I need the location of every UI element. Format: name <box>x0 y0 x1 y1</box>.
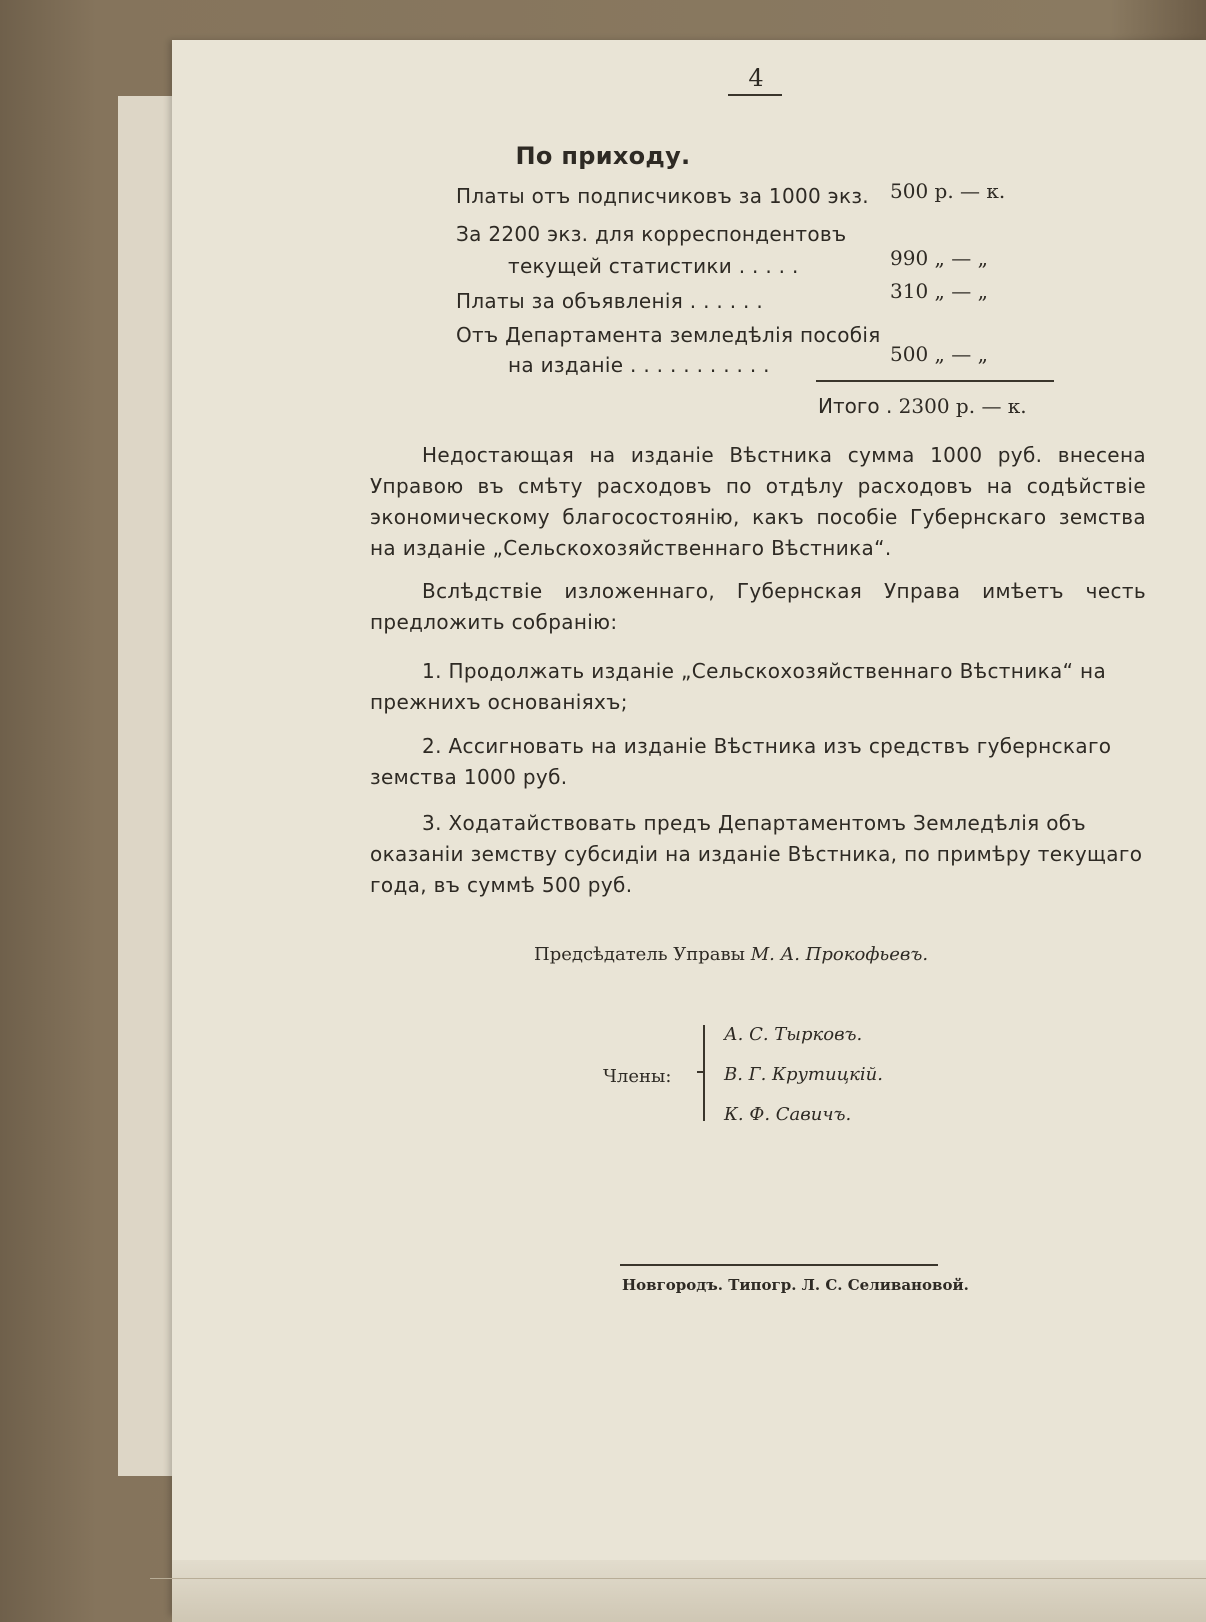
income-amount: 500 р. — к. <box>890 179 1006 203</box>
income-total <box>818 394 1027 418</box>
chairman-name: М. А. Прокофьевъ. <box>750 944 929 965</box>
income-label: на изданіе . . . . . . . . . . . <box>508 353 770 377</box>
income-label: Платы отъ подписчиковъ за 1000 экз. <box>456 184 869 208</box>
total-amount: 2300 р. — к. <box>898 394 1027 418</box>
members-brace <box>703 1025 705 1121</box>
total-rule <box>816 380 1054 382</box>
members-brace-tip <box>697 1071 705 1073</box>
proposal-item: 3. Ходатайствовать предъ Департаментомъ Земледѣлія объ оказаніи земству субсидіи на изданіе Вѣстника, по примѣру текущаго года, въ суммѣ 500 руб. <box>370 811 1143 897</box>
printer-rule <box>620 1264 938 1266</box>
printer-imprint: Новгородъ. Типогр. Л. С. Селивановой. <box>622 1276 969 1294</box>
page-number: 4 <box>748 64 764 92</box>
proposal-item: 2. Ассигновать на изданіе Вѣстника изъ средствъ губернскаго земства 1000 руб. <box>370 734 1112 789</box>
member-name: В. Г. Крутицкій. <box>724 1064 883 1085</box>
members-label: Члены: <box>603 1066 672 1087</box>
page-number-rule <box>728 94 782 96</box>
chairman-signature <box>534 944 928 965</box>
income-heading: По приходу. <box>515 142 691 170</box>
page-bottom-shade <box>172 1560 1206 1622</box>
income-label: текущей статистики . . . . . <box>508 254 799 278</box>
income-label: Отъ Департамента земледѣлія пособія <box>456 323 881 347</box>
income-amount: 310 „ — „ <box>890 279 988 303</box>
income-label: За 2200 экз. для корреспондентовъ <box>456 222 847 246</box>
income-label: Платы за объявленія . . . . . . <box>456 289 763 313</box>
income-amount: 500 „ — „ <box>890 342 988 366</box>
proposal-paragraph: Вслѣдствіе изложеннаго, Губернская Управа имѣетъ честь предложить собранію: <box>370 579 1146 634</box>
proposal-item: 1. Продолжать изданіе „Сельскохозяйственнаго Вѣстника“ на прежнихъ основаніяхъ; <box>370 659 1107 714</box>
member-name: К. Ф. Савичъ. <box>724 1104 852 1125</box>
income-amount: 990 „ — „ <box>890 246 988 270</box>
deficit-paragraph: Недостающая на изданіе Вѣстника сумма 1000 руб. внесена Управою въ смѣту расходовъ по отдѣлу расходовъ на содѣйствіе экономическому благосостоянію, какъ пособіе Губернскаго земства на изданіе „Сельскохозяйственнаго Вѣстника“. <box>370 443 1146 560</box>
fold-line <box>150 1578 1206 1579</box>
member-name: А. С. Тырковъ. <box>724 1024 863 1045</box>
chairman-title: Предсѣдатель Управы <box>534 944 745 965</box>
total-label: Итого . <box>818 394 893 418</box>
